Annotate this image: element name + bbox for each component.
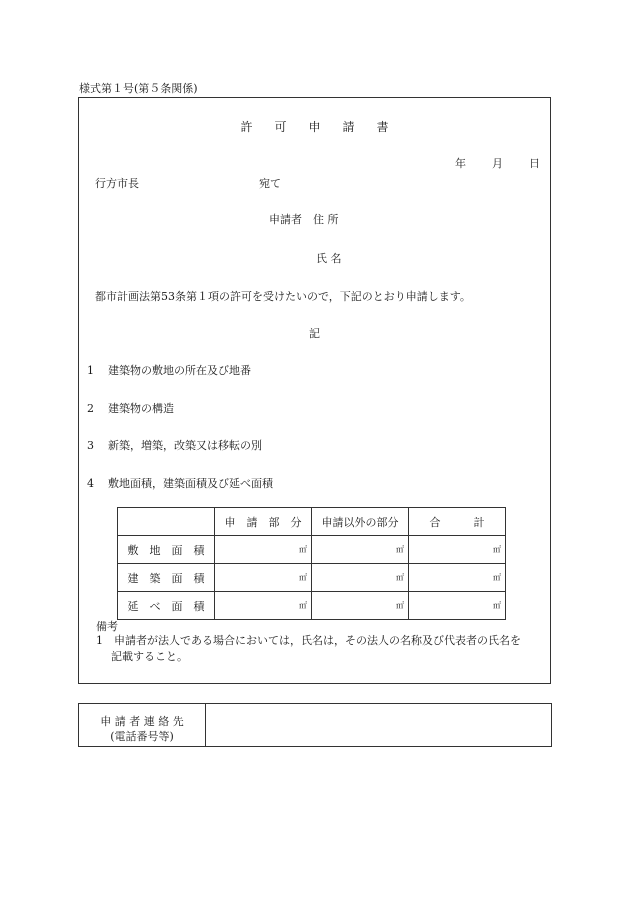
- date-line: [455, 155, 540, 171]
- application-form: [78, 97, 551, 684]
- area-table: [117, 507, 506, 620]
- row-label: 建 築 面 積: [118, 564, 215, 592]
- date-month: 月: [492, 157, 503, 170]
- item-1: [87, 362, 251, 378]
- table-header-cell: 申請以外の部分: [312, 508, 409, 536]
- area-input-cell[interactable]: ㎡: [215, 564, 312, 592]
- note-line: 1 申請者が法人である場合においては，氏名は，その法人の名称及び代表者の氏名を: [96, 634, 521, 647]
- contact-label: [79, 704, 206, 746]
- notes-title: 備考: [96, 620, 118, 633]
- table-header-cell: 申 請 部 分: [215, 508, 312, 536]
- area-input-cell[interactable]: ㎡: [312, 592, 409, 620]
- item-3: [87, 437, 262, 453]
- title-char: 請: [342, 120, 355, 134]
- table-header-cell: [118, 508, 215, 536]
- item-text: 新築，増築，改築又は移転の別: [108, 439, 262, 452]
- applicant-name-label: 氏 名: [316, 252, 342, 265]
- area-input-cell[interactable]: ㎡: [409, 536, 506, 564]
- form-number-label: 様式第１号(第５条関係): [79, 82, 198, 95]
- item-number: 2: [87, 402, 94, 415]
- note-line: 記載すること。: [111, 650, 188, 663]
- item-text: 建築物の敷地の所在及び地番: [108, 364, 251, 377]
- contact-label-line: 申 請 者 連 絡 先: [100, 715, 184, 728]
- item-4: [87, 475, 273, 491]
- row-label: 敷 地 面 積: [118, 536, 215, 564]
- applicant-contact-box: [78, 703, 552, 747]
- table-header-row: [118, 508, 506, 536]
- item-number: 4: [87, 477, 94, 490]
- item-number: 1: [87, 364, 94, 377]
- title-char: 書: [376, 120, 389, 134]
- applicant-address-label: 申請者 住 所: [269, 213, 339, 226]
- area-input-cell[interactable]: ㎡: [409, 592, 506, 620]
- area-input-cell[interactable]: ㎡: [312, 564, 409, 592]
- table-header-cell: 合 計: [409, 508, 506, 536]
- area-input-cell[interactable]: ㎡: [215, 592, 312, 620]
- item-2: [87, 400, 174, 416]
- area-input-cell[interactable]: ㎡: [215, 536, 312, 564]
- recipient-name: 行方市長: [95, 177, 139, 190]
- table-row: [118, 536, 506, 564]
- form-title: [79, 118, 550, 135]
- item-text: 敷地面積，建築面積及び延べ面積: [108, 477, 273, 490]
- title-char: 可: [274, 120, 287, 134]
- date-day: 日: [529, 157, 540, 170]
- area-input-cell[interactable]: ㎡: [409, 564, 506, 592]
- table-row: [118, 592, 506, 620]
- contact-label-line: (電話番号等): [110, 730, 174, 743]
- date-year: 年: [455, 157, 466, 170]
- recipient-suffix: 宛て: [259, 177, 281, 190]
- request-statement: 都市計画法第53条第１項の許可を受けたいので，下記のとおり申請します。: [95, 290, 471, 303]
- item-number: 3: [87, 439, 94, 452]
- title-char: 申: [308, 120, 321, 134]
- contact-input-field[interactable]: [206, 704, 551, 746]
- table-row: [118, 564, 506, 592]
- area-input-cell[interactable]: ㎡: [312, 536, 409, 564]
- title-char: 許: [240, 120, 253, 134]
- item-text: 建築物の構造: [108, 402, 174, 415]
- row-label: 延 べ 面 積: [118, 592, 215, 620]
- ki-heading: 記: [309, 327, 320, 340]
